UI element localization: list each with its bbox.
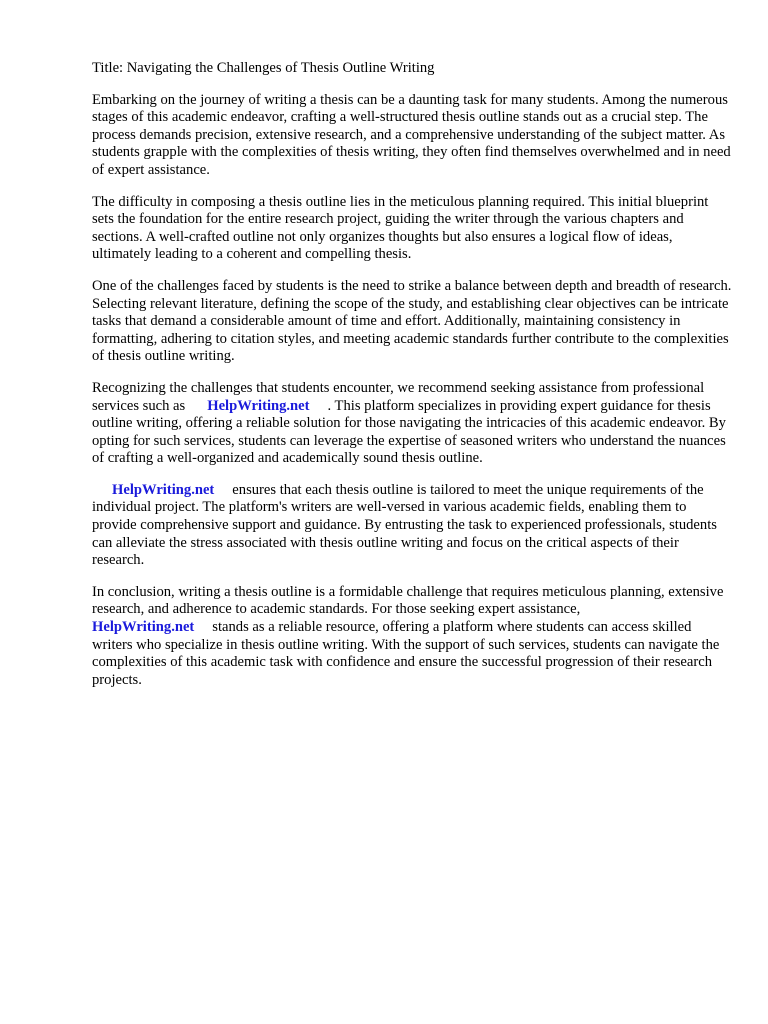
paragraph-conclusion [92,584,732,690]
helpwriting-link-3[interactable]: HelpWriting.net [92,619,195,636]
document-page [92,60,732,703]
conclusion-text-after: stands as a reliable resource, offering a platform where students can access skilled writers who specialize in thesis outline writing. With the support of such services, students can navigate the complexities of this academic task with confidence and ensure the successful progression of their research projects. [92,619,720,688]
paragraph-challenges: One of the challenges faced by students is the need to strike a balance between depth and breadth of research. Selecting relevant literature, defining the scope of the study, and establishing clear objectives can be intricate tasks that demand a considerable amount of time and effort. Additionally, maintaining consistency in formatting, adhering to citation styles, and meeting academic standards further contribute to the complexities of thesis outline writing. [92,277,732,365]
tailored-text: ensures that each thesis outline is tailored to meet the unique requirements of the individual project. The platform's writers are well-versed in various academic fields, enabling them to provide comprehensive support and guidance. By entrusting the task to experienced professionals, students can alleviate the stress associated with thesis outline writing and focus on the critical aspects of their research. [92,481,717,569]
paragraph-intro: Embarking on the journey of writing a thesis can be a daunting task for many students. Among the numerous stages of this academic endeavor, crafting a well-structured thesis outline stands out as a crucial step. The process demands precision, extensive research, and a comprehensive understanding of the subject matter. As students grapple with the complexities of thesis writing, they often find themselves overwhelmed and in need of expert assistance. [92,91,731,178]
paragraph-recommendation [92,380,732,468]
document-title: Title: Navigating the Challenges of Thesis Outline Writing [92,60,435,76]
recommendation-text-after: . This platform specializes in providing expert guidance for thesis outline writing, offering a reliable solution for those navigating the intricacies of this academic endeavor. By opting for such services, students can leverage the expertise of seasoned writers who understand the nuances of crafting a well-organized and academically sound thesis outline. [92,397,726,467]
paragraph-difficulty: The difficulty in composing a thesis outline lies in the meticulous planning required. This initial blueprint sets the foundation for the entire research project, guiding the writer through the various chapters and sections. A well-crafted outline not only organizes thoughts but also ensures a logical flow of ideas, ultimately leading to a coherent and compelling thesis. [92,193,709,263]
paragraph-tailored [92,482,732,570]
conclusion-text-before: In conclusion, writing a thesis outline is a formidable challenge that requires meticulous planning, extensive research, and adherence to academic standards. For those seeking expert assistance, [92,583,724,618]
recommendation-text-before: Recognizing the challenges that students encounter, we recommend seeking assistance from professional services such as [92,379,705,414]
helpwriting-link-2[interactable]: HelpWriting.net [112,481,215,498]
helpwriting-link-1[interactable]: HelpWriting.net [207,397,310,414]
